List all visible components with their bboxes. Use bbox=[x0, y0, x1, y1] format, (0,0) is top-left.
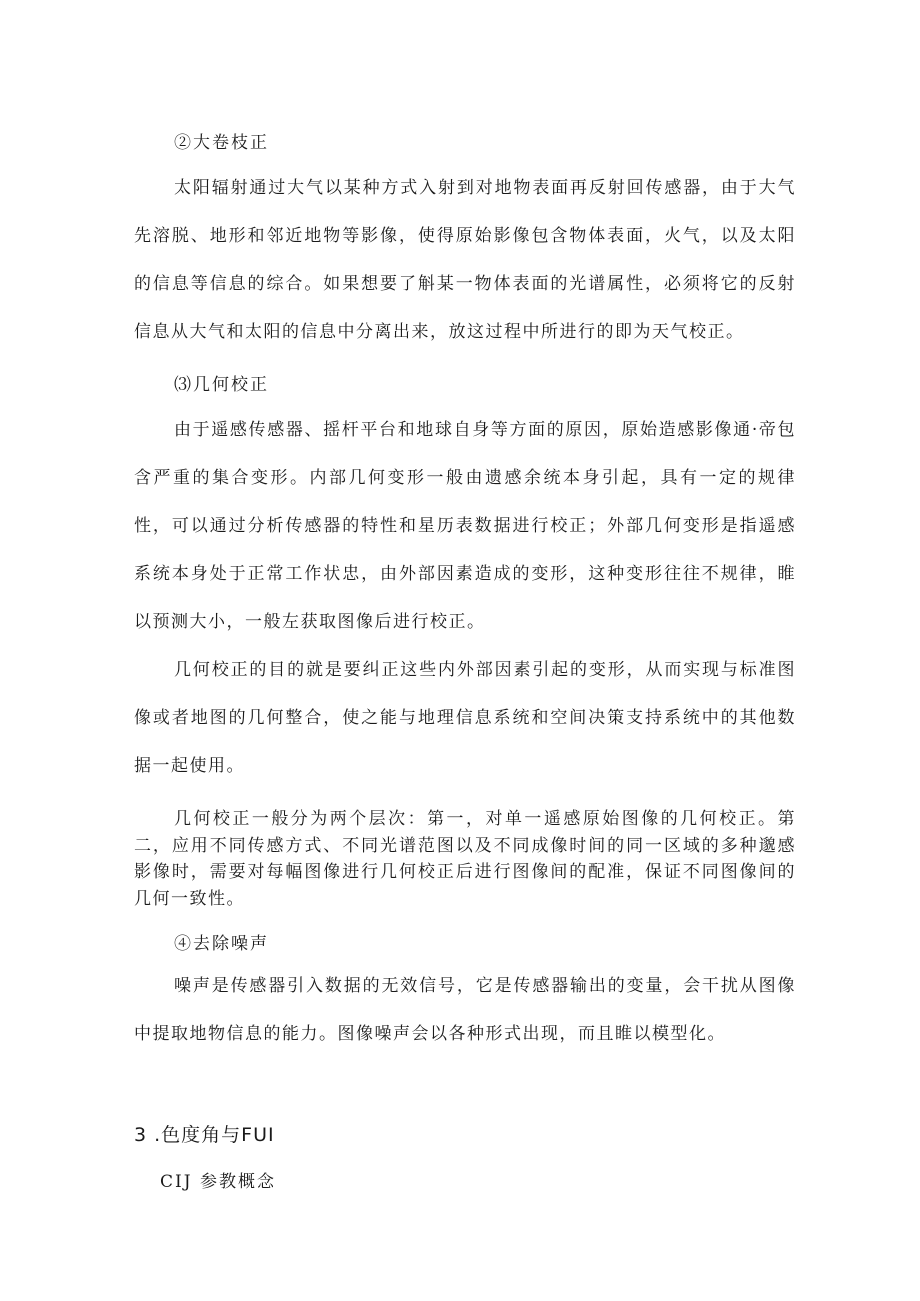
noise-removal-paragraph: 噪声是传感器引入数据的无效信号，它是传感器输出的变量，会干扰从图像中提取地物信息的能力。图像噪声会以各种形式出现，而且睢以模型化。 bbox=[134, 976, 796, 1044]
noise-removal-heading: ④去除噪声 bbox=[174, 934, 269, 954]
atmospheric-correction-paragraph: 太阳辐射通过大气以某种方式入射到对地物表面再反射回传感器，由于大气先溶脱、地形和邻近地物等影像，使得原始影像包含物体表面，火气，以及太阳的信息等信息的综合。如果想要了斛某一物体表面的光谱属性，必须将它的反射信息从大气和太阳的信息中分离出来，放这过程中所进行的即为天气校正。 bbox=[134, 178, 796, 342]
subsection-title-cij: CIJ 参教概念 bbox=[160, 1172, 276, 1192]
geometric-correction-heading: ⑶几何校正 bbox=[174, 375, 269, 395]
geometric-correction-paragraph-3: 几何校正一般分为两个层次：第一，对单一遥感原始图像的几何校正。第二，应用不同传感方式、不同光谱范图以及不同成像时间的同一区域的多种邈感影像时，需要对每幅图像进行几何校正后进行图像间的配准，保证不同图像间的几何一致性。 bbox=[134, 809, 796, 909]
geometric-correction-paragraph-1: 由于遥感传感器、摇杆平台和地球自身等方面的原因，原始造感影像通·帝包含严重的集合变形。内部几何变形一般由遗感余统本身引起，具有一定的规律性，可以通过分析传感器的特性和星历表数据进行校正；外部几何变形是指遥感系统本身处于正常工作状忠，由外部因素造成的变形，这种变形往往不规律，睢以预测大小，一般左获取图像后进行校正。 bbox=[134, 420, 796, 632]
section-title-chroma: 3 .色度角与FUI bbox=[134, 1124, 275, 1146]
atmospheric-correction-heading: ②大卷枝正 bbox=[174, 133, 269, 153]
geometric-correction-paragraph-2: 几何校正的目的就是要纠正这些内外部因素引起的变形，从而实现与标准图像或者地图的几何整合，使之能与地理信息系统和空间决策支持系统中的其他数据一起使用。 bbox=[134, 660, 796, 776]
